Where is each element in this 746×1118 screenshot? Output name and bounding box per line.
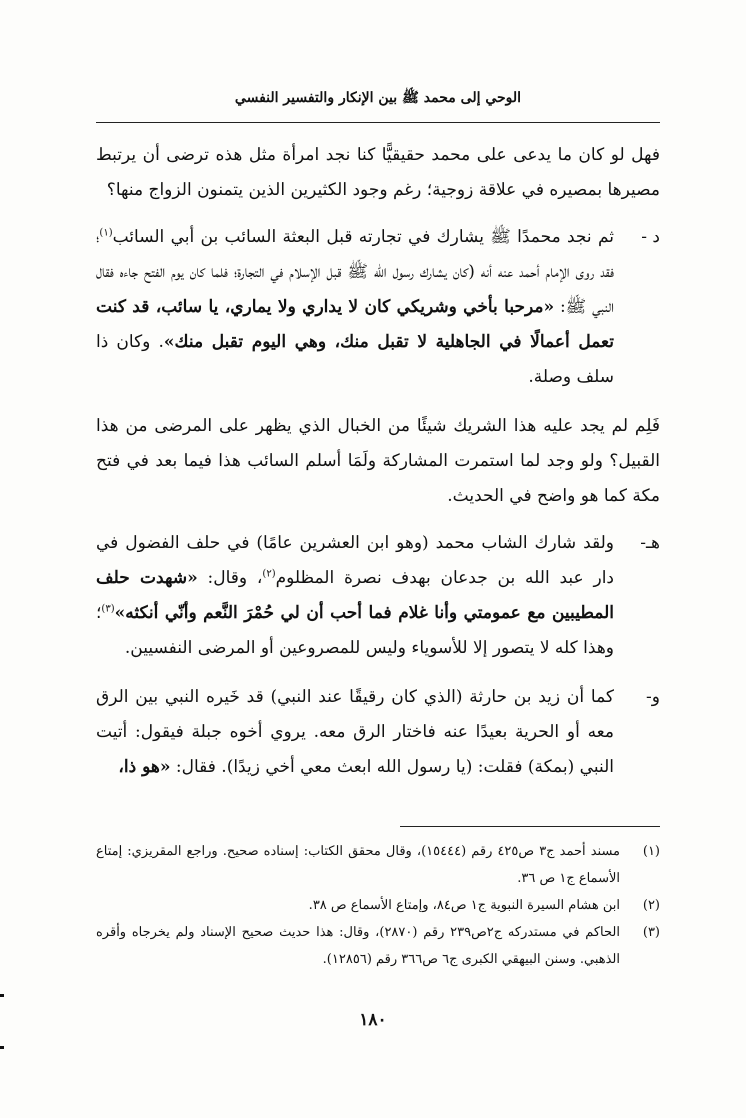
hadith-quote: «شهدت حلف المطيبين مع عمومتي وأنا غلام فما أحب أن لي حُمْرَ النَّعم وأنّي أنكثه» bbox=[96, 568, 614, 623]
footnote-ref-1[interactable]: (١) bbox=[99, 227, 113, 239]
list-item-w bbox=[96, 680, 660, 785]
item-text: . وكان ذا سلف وصلة. bbox=[96, 332, 614, 387]
footnote-text: ابن هشام السيرة النبوية ج١ ص٨٤، وإمتاع الأسماع ص ٣٨. bbox=[308, 898, 620, 913]
page-number: ١٨٠ bbox=[359, 1010, 387, 1030]
footnote-ref-2[interactable]: (٢) bbox=[262, 568, 276, 580]
item-text: ؛ فقد روى الإمام أحمد عنه أنه (كان يشارك رسول الله ﷺ قبل الإسلام في التجارة؛ فلما كان يوم الفتح جاءه فقال النبي ﷺ: bbox=[96, 227, 614, 317]
item-content bbox=[96, 680, 614, 785]
footnote-number: (٣) bbox=[642, 925, 660, 940]
footnote-separator bbox=[400, 826, 660, 827]
middle-paragraph: فَلِم لم يجد عليه هذا الشريك شيئًا من الخبال الذي يظهر على المرضى من هذا القبيل؟ ولو وجد لما استمرت المشاركة ولَمَا أسلم السائب هذا فيما بعد في فتح مكة كما هو واضح في الحديث. bbox=[96, 416, 660, 506]
footnote-number: (٢) bbox=[642, 898, 660, 913]
item-marker: هـ- bbox=[640, 533, 660, 553]
footnote-number: (١) bbox=[642, 844, 660, 859]
item-content bbox=[96, 526, 614, 666]
scan-edge-mark bbox=[0, 994, 4, 997]
item-text: ولقد شارك الشاب محمد (وهو ابن العشرين عامًا) في حلف الفضول في دار عبد الله بن جدعان بهدف نصرة المظلوم bbox=[96, 533, 614, 588]
footnote bbox=[96, 838, 660, 892]
item-marker: و- bbox=[646, 687, 660, 707]
footnote bbox=[96, 919, 660, 973]
hadith-quote: «مرحبا بأخي وشريكي كان لا يداري ولا يماري، يا سائب، قد كنت تعمل أعمالًا في الجاهلية لا تقبل منك، وهي اليوم تقبل منك» bbox=[96, 297, 614, 352]
header-rule bbox=[96, 122, 660, 123]
intro-paragraph: فهل لو كان ما يدعى على محمد حقيقيًّا كنا نجد امرأة مثل هذه ترضى أن يرتبط مصيرها بمصيره في علاقة زوجية؛ رغم وجود الكثيرين الذين يتمنون الزواج منها؟ bbox=[96, 145, 660, 200]
footnote-text: مسند أحمد ج٣ ص٤٢٥ رقم (١٥٤٤٤)، وقال محقق الكتاب: إسناده صحيح. وراجع المقريزي: إمتاع الأسماع ج١ ص ٣٦. bbox=[96, 844, 620, 886]
footnote bbox=[96, 892, 660, 919]
footnote-ref-3[interactable]: (٣) bbox=[101, 603, 115, 615]
item-text: ثم نجد محمدًا ﷺ يشارك في تجارته قبل البعثة السائب بن أبي السائب bbox=[112, 227, 614, 247]
item-text: ؛ وهذا كله لا يتصور إلا للأسوياء وليس للمصروعين أو المرضى النفسيين. bbox=[96, 603, 614, 658]
footnotes bbox=[96, 838, 660, 973]
scan-edge-mark bbox=[0, 1046, 4, 1049]
item-marker: د - bbox=[641, 227, 660, 247]
list-item-h bbox=[96, 526, 660, 666]
list-item-d bbox=[96, 220, 660, 395]
item-text: كما أن زيد بن حارثة (الذي كان رقيقًا عند النبي) قد خَيره النبي بين الرق معه أو الحرية بعيدًا عنه فاختار الرق معه. يروي أخوه جبلة فيقول: أتيت النبي (بمكة) فقلت: (يا رسول الله ابعث معي أخي زيدًا). فقال: bbox=[96, 687, 614, 777]
item-text: ، وقال: bbox=[197, 568, 263, 588]
running-header-title: الوحي إلى محمد ﷺ بين الإنكار والتفسير النفسي bbox=[234, 90, 522, 106]
footnote-text: الحاكم في مستدركه ج٢ص٢٣٩ رقم (٢٨٧٠)، وقال: هذا حديث صحيح الإسناد ولم يخرجاه وأقره الذهبي. وسنن البيهقي الكبرى ج٦ ص٣٦٦ رقم (١٢٨٥٦). bbox=[96, 925, 620, 967]
main-text bbox=[96, 138, 660, 799]
item-content bbox=[96, 220, 614, 395]
hadith-quote: «هو ذا، bbox=[118, 757, 171, 777]
